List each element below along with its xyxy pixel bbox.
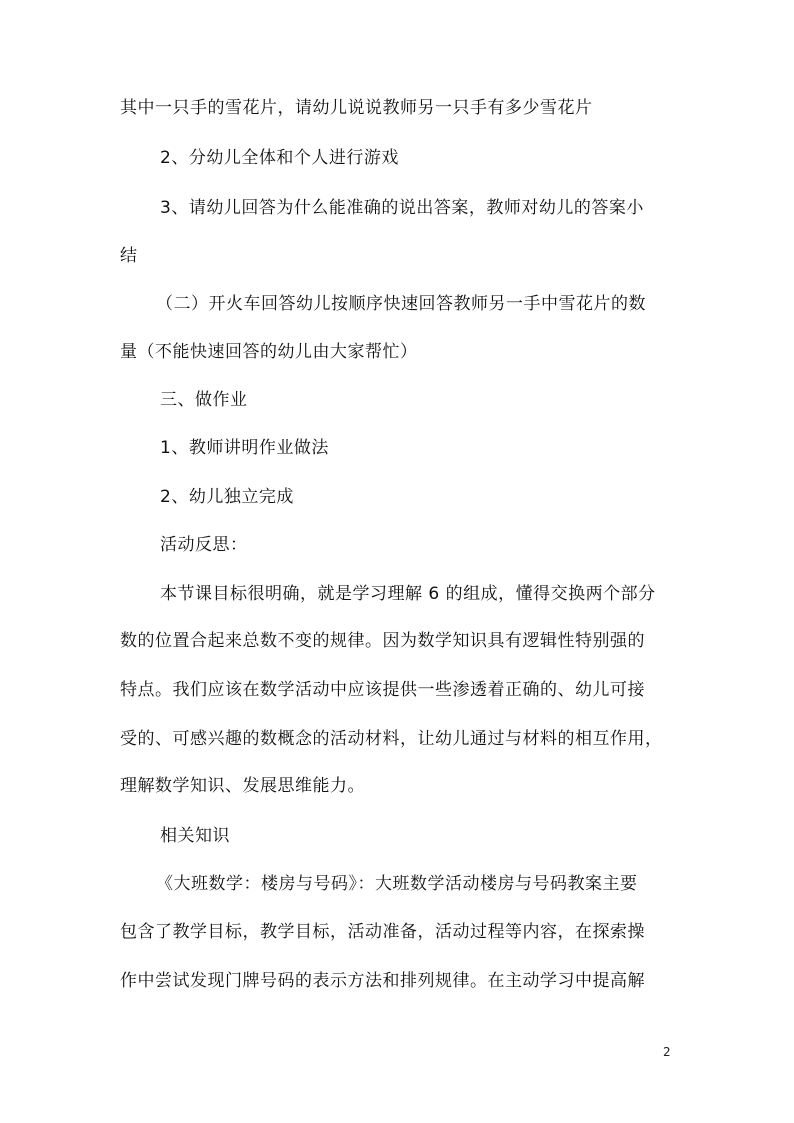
text-line: 本节课目标很明确，就是学习理解 6 的组成，懂得交换两个部分 [160, 584, 656, 604]
section-heading: 活动反思： [160, 535, 248, 555]
text-line: 2、幼儿独立完成 [160, 487, 294, 507]
text-line: 数的位置合起来总数不变的规律。因为数学知识具有逻辑性特别强的 [120, 631, 645, 651]
text-line: 结 [120, 246, 138, 266]
text-line: 理解数学知识、发展思维能力。 [120, 776, 365, 796]
text-line: 受的、可感兴趣的数概念的活动材料，让幼儿通过与材料的相互作用， [120, 729, 663, 749]
text-line: 特点。我们应该在数学活动中应该提供一些渗透着正确的、幼儿可接 [120, 680, 645, 700]
text-line: 《大班数学：楼房与号码》：大班数学活动楼房与号码教案主要 [156, 874, 638, 894]
text-line: 包含了教学目标，教学目标，活动准备，活动过程等内容，在探索操 [120, 922, 645, 942]
text-line: 3、请幼儿回答为什么能准确的说出答案，教师对幼儿的答案小 [160, 198, 644, 218]
text-line: 量（不能快速回答的幼儿由大家帮忙） [120, 342, 418, 362]
section-heading: 相关知识 [160, 826, 230, 846]
text-line: 1、教师讲明作业做法 [160, 438, 329, 458]
text-line: 作中尝试发现门牌号码的表示方法和排列规律。在主动学习中提高解 [120, 971, 645, 991]
page-number: 2 [663, 1045, 671, 1059]
section-heading: 三、做作业 [160, 390, 248, 410]
text-line: 其中一只手的雪花片，请幼儿说说教师另一只手有多少雪花片 [120, 98, 593, 118]
text-line: （二）开火车回答幼儿按顺序快速回答教师另一手中雪花片的数 [156, 294, 646, 314]
text-line: 2、分幼儿全体和个人进行游戏 [160, 148, 399, 168]
